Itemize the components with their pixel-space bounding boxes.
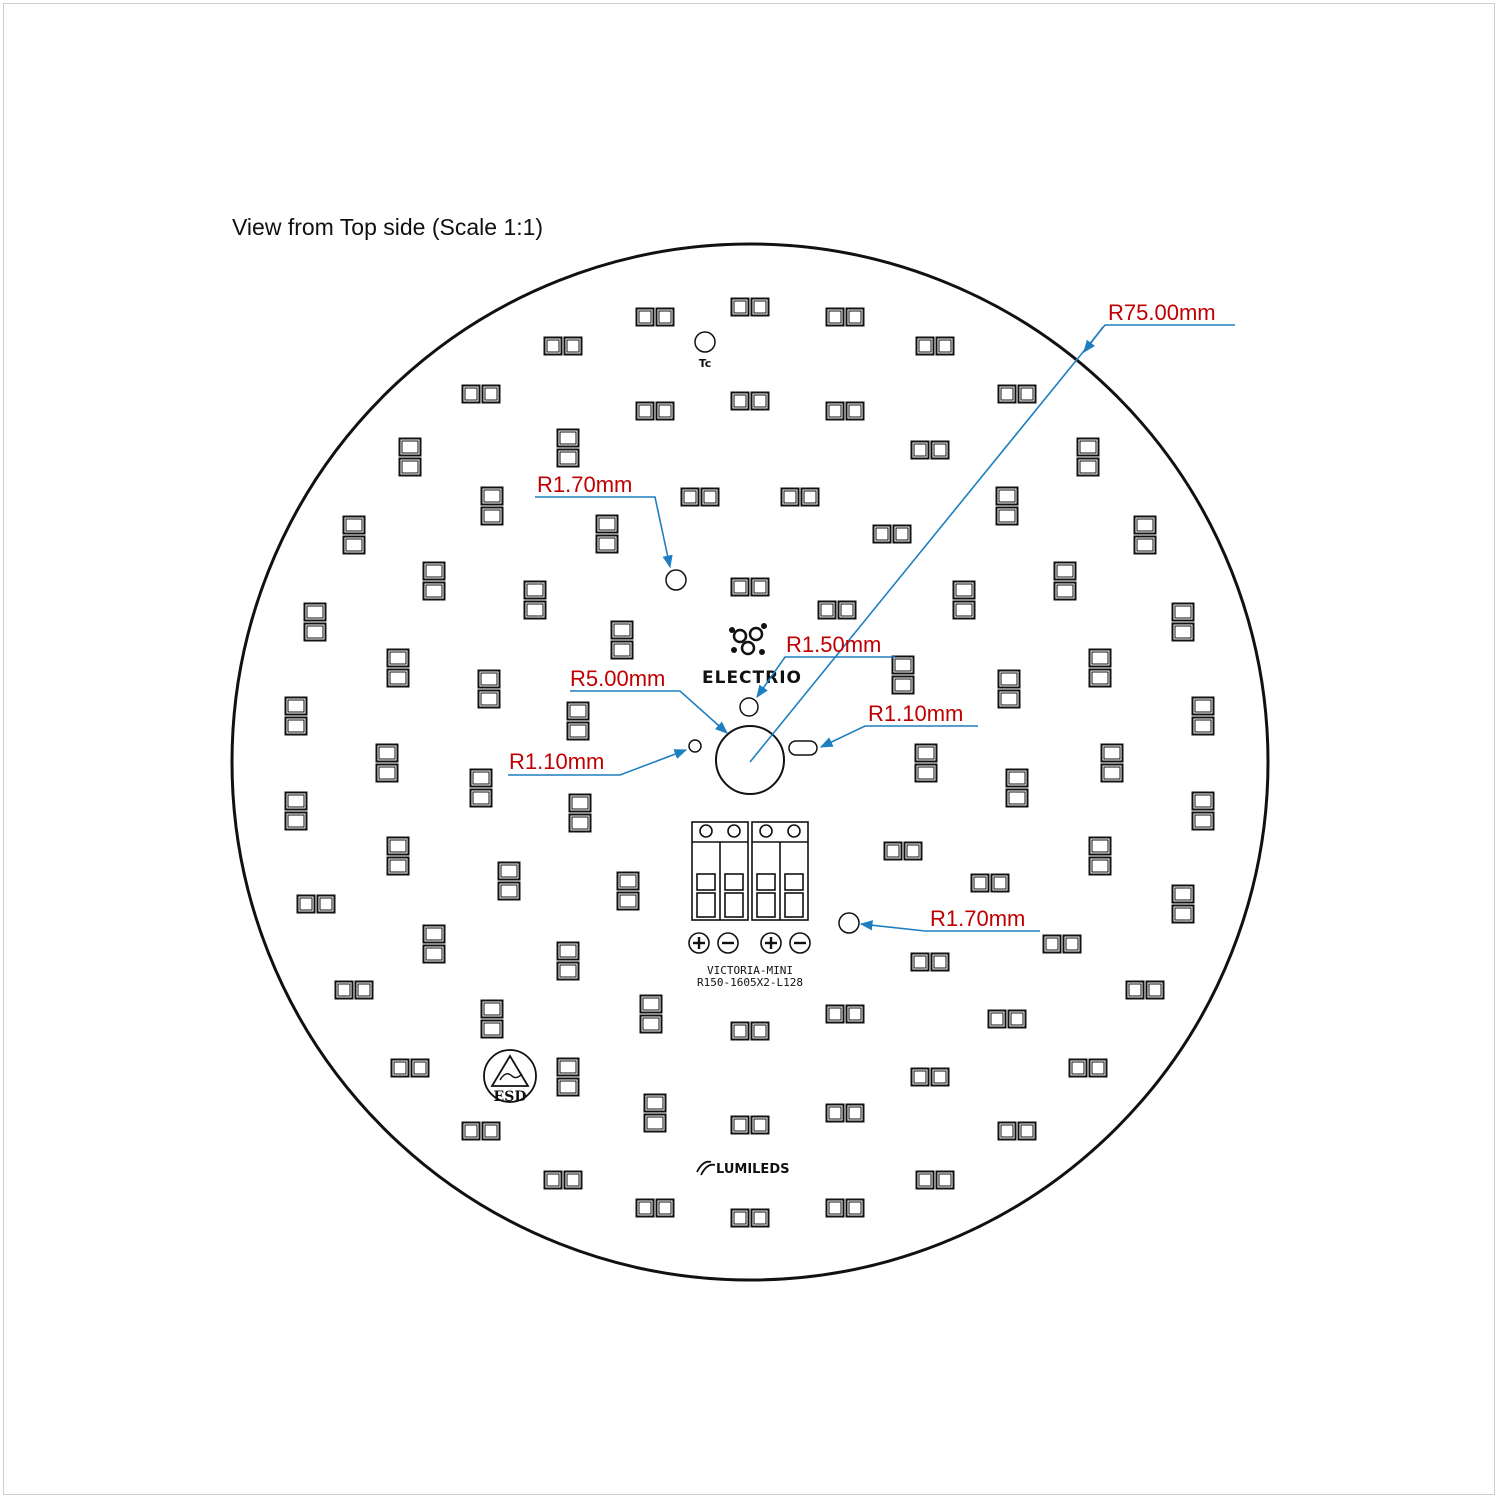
dim-label-hole-top-left: R1.70mm [537,472,633,497]
dim-label-hole-small-top: R1.50mm [786,632,882,657]
dim-label-center-hole: R5.00mm [570,666,666,691]
model-line-2: R150-1605X2-L128 [697,976,803,989]
dim-label-board-radius: R75.00mm [1108,300,1216,325]
dim-label-slot-right: R1.10mm [868,701,964,726]
view-title: View from Top side (Scale 1:1) [232,214,544,240]
dim-label-hole-bottom-right: R1.70mm [930,906,1026,931]
lumileds-brand-text: LUMILEDS [716,1162,790,1177]
page-border [3,3,1495,1495]
electrio-brand-text: ELECTRIO [702,668,802,688]
tc-label: Tc [698,357,712,370]
model-line-1: VICTORIA-MINI [706,964,794,977]
dim-label-hole-left: R1.10mm [509,749,605,774]
esd-label: ESD [493,1089,527,1105]
